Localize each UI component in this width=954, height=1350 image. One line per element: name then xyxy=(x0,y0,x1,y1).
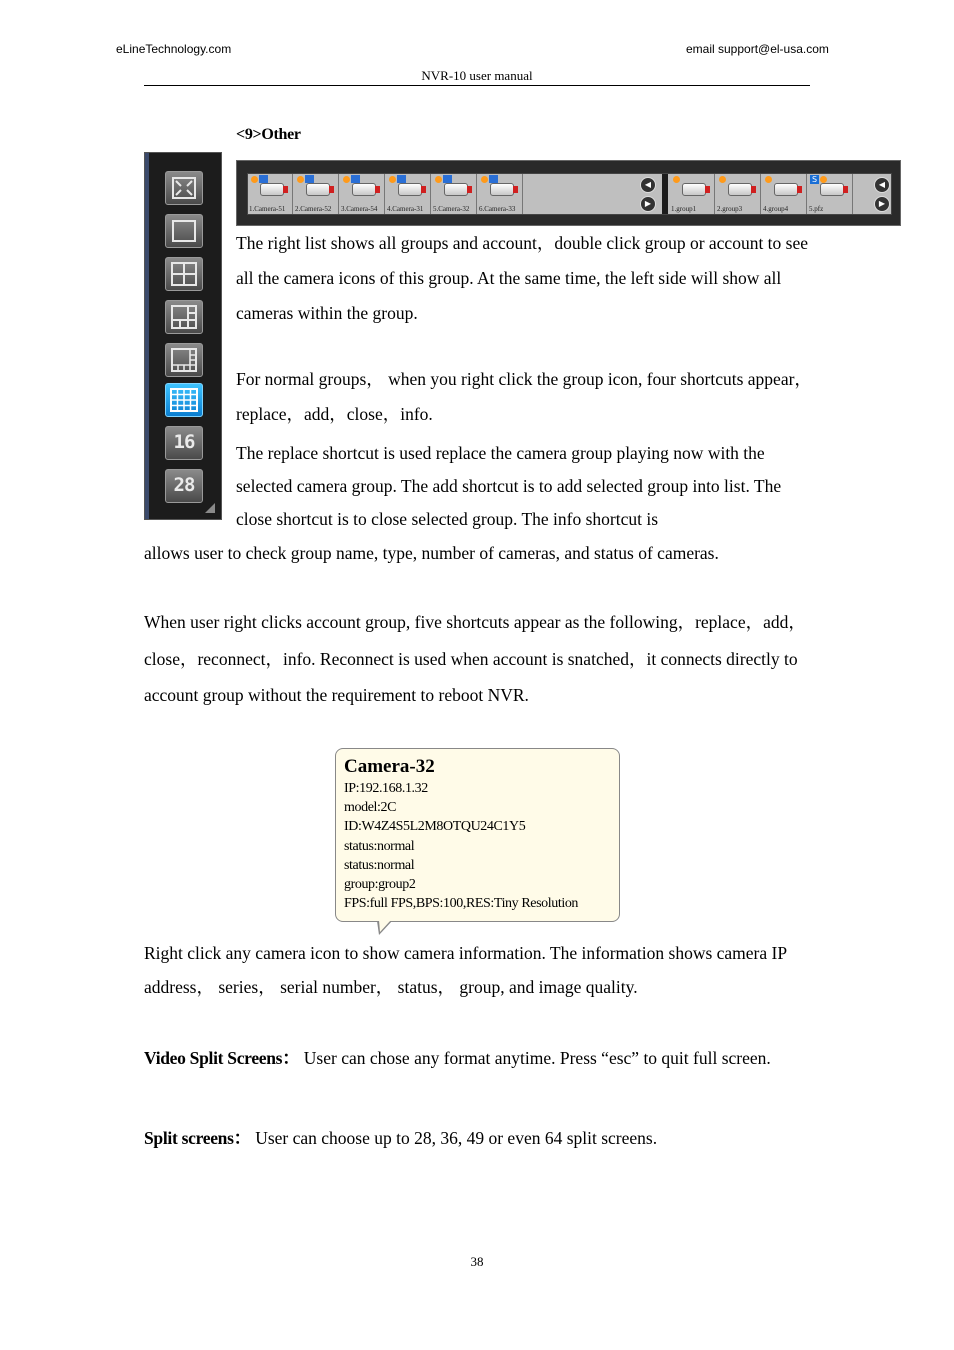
video-split-label: Video Split Screens： xyxy=(144,1048,300,1068)
camera-item[interactable] xyxy=(386,174,431,214)
camera-icon xyxy=(490,183,514,196)
camera-item[interactable] xyxy=(432,174,477,214)
camera-label: 5.Camera-32 xyxy=(433,205,470,213)
checked-icon xyxy=(489,175,498,183)
strip-divider xyxy=(662,174,668,214)
camera-next-page-button[interactable]: ▶ xyxy=(640,196,656,212)
split-8-button[interactable] xyxy=(165,343,203,377)
resize-grip-icon[interactable] xyxy=(205,503,215,513)
checked-icon xyxy=(351,175,360,183)
split-16-button[interactable] xyxy=(165,426,203,460)
toolbar-edge xyxy=(145,153,149,519)
status-dot-icon xyxy=(343,176,350,183)
split-6-button[interactable] xyxy=(165,300,203,334)
camera-prev-page-button[interactable]: ◀ xyxy=(640,177,656,193)
status-dot-icon xyxy=(251,176,258,183)
split-1-button[interactable] xyxy=(165,214,203,248)
fullscreen-icon xyxy=(166,172,202,204)
checked-icon xyxy=(397,175,406,183)
camera-item[interactable] xyxy=(478,174,523,214)
camera-item[interactable] xyxy=(294,174,339,214)
group-label: 4.group4 xyxy=(763,205,789,213)
group-icon xyxy=(820,183,844,196)
camera-strip-inner xyxy=(247,173,892,215)
camera-label: 3.Camera-54 xyxy=(341,205,378,213)
camera-info-tooltip xyxy=(335,748,620,922)
split-screens-label: Split screens： xyxy=(144,1128,251,1148)
tooltip-ip: IP:192.168.1.32 xyxy=(344,781,428,796)
group-icon xyxy=(682,183,706,196)
status-dot-icon xyxy=(765,176,772,183)
split-1-icon xyxy=(172,220,196,242)
paragraph-account-group: When user right clicks account group, five shortcuts appear as the following，replace，add，close，reconnect，info. Reconnect is used when account is snatched，it connects directly to account group without the requirement to reboot NVR. xyxy=(144,612,806,705)
status-dot-icon xyxy=(673,176,680,183)
tooltip-group: group:group2 xyxy=(344,877,416,893)
status-dot-icon xyxy=(435,176,442,183)
group-item[interactable] xyxy=(670,174,715,214)
status-dot-icon xyxy=(297,176,304,183)
camera-icon xyxy=(398,183,422,196)
checked-icon xyxy=(259,175,268,183)
group-item[interactable] xyxy=(716,174,761,214)
split-4-button[interactable] xyxy=(165,257,203,291)
camera-label: 2.Camera-52 xyxy=(295,205,332,213)
paragraph-normal-groups: For normal groups， when you right click the group icon, four shortcuts appear，replace，add，close，info. xyxy=(236,369,812,424)
s-badge-icon: S xyxy=(811,175,818,184)
tooltip-tail-inner xyxy=(379,920,391,932)
section-title: <9>Other xyxy=(236,126,301,143)
split-8-icon xyxy=(166,344,202,376)
checked-icon xyxy=(305,175,314,183)
tooltip-quality: FPS:full FPS,BPS:100,RES:Tiny Resolution xyxy=(344,896,579,912)
camera-label: 4.Camera-31 xyxy=(387,205,424,213)
header-website: eLineTechnology.com xyxy=(116,42,232,56)
paragraph-shortcuts-cont: allows user to check group name, type, number of cameras, and status of cameras. xyxy=(144,543,719,563)
paragraph-video-split xyxy=(144,1040,812,1076)
status-dot-icon xyxy=(389,176,396,183)
split-28-button[interactable] xyxy=(165,469,203,503)
camera-item[interactable] xyxy=(248,174,293,214)
group-label: 1.group1 xyxy=(671,205,697,213)
video-split-text: User can chose any format anytime. Press “esc” to quit full screen. xyxy=(299,1048,771,1068)
group-icon xyxy=(774,183,798,196)
group-icon xyxy=(728,183,752,196)
status-dot-icon xyxy=(481,176,488,183)
camera-icon xyxy=(444,183,468,196)
group-next-page-button[interactable]: ▶ xyxy=(874,196,890,212)
group-label: 2.group3 xyxy=(717,205,743,213)
split-screens-text: User can choose up to 28, 36, 49 or even 64 split screens. xyxy=(250,1128,658,1148)
split-9-icon xyxy=(166,384,202,416)
group-item[interactable] xyxy=(762,174,807,214)
camera-icon xyxy=(260,183,284,196)
tooltip-model: model:2C xyxy=(344,800,397,816)
status-dot-icon xyxy=(719,176,726,183)
checked-icon xyxy=(443,175,452,183)
camera-label: 6.Camera-33 xyxy=(479,205,516,213)
group-prev-page-button[interactable]: ◀ xyxy=(874,177,890,193)
tooltip-status: status:normal xyxy=(344,838,415,854)
split-screen-toolbar xyxy=(144,152,222,520)
camera-icon xyxy=(352,183,376,196)
camera-group-strip xyxy=(236,160,901,226)
paragraph-group-list: The right list shows all groups and account，double click group or account to see all the camera icons of this group. At the same time, the left side will show all cameras within the group. xyxy=(236,233,809,323)
header-email: email support@el-usa.com xyxy=(686,42,829,56)
camera-label: 1.Camera-51 xyxy=(249,205,286,213)
camera-icon xyxy=(306,183,330,196)
status-dot-icon xyxy=(820,176,827,183)
split-4-icon xyxy=(166,258,202,290)
camera-item[interactable] xyxy=(340,174,385,214)
tooltip-title: Camera-32 xyxy=(344,756,435,777)
fullscreen-button[interactable] xyxy=(165,171,203,205)
split-6-icon xyxy=(166,301,202,333)
header-rule xyxy=(144,85,810,86)
tooltip-id: ID:W4Z4S5L2M8OTQU24C1Y5 xyxy=(344,819,526,835)
split-16-icon: 16 xyxy=(173,431,195,453)
split-28-icon: 28 xyxy=(173,474,195,496)
paragraph-camera-info: Right click any camera icon to show camera information. The information shows camera IP address， series， serial number， status， group, and image quality. xyxy=(144,943,787,997)
paragraph-split-screens xyxy=(144,1121,824,1156)
group-item[interactable] xyxy=(808,174,853,214)
tooltip-status: status:normal xyxy=(344,857,415,873)
group-label: 5.pfz xyxy=(809,205,824,213)
page-number: 38 xyxy=(470,1254,484,1269)
paragraph-shortcuts: The replace shortcut is used replace the camera group playing now with the selected camera group. The add shortcut is to add selected group into list. The close shortcut is to close selected group. The info shortcut is xyxy=(236,443,782,529)
split-9-button[interactable] xyxy=(165,383,203,417)
header-manual-title: NVR-10 user manual xyxy=(421,68,533,83)
